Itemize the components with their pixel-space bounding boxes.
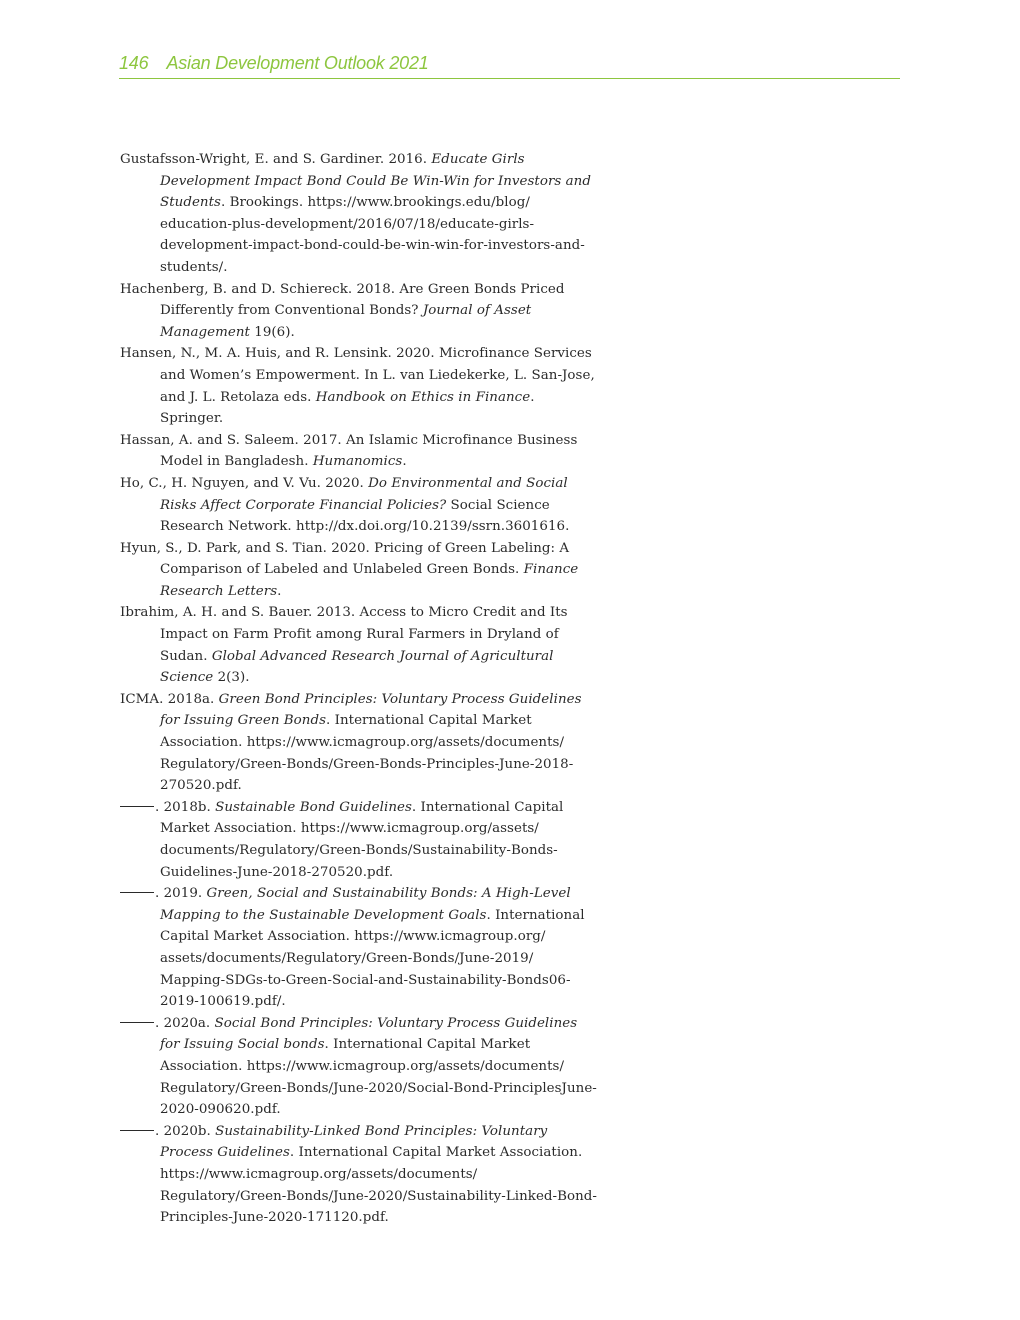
reference-list xyxy=(120,149,598,1229)
reference-entry: Ho, C., H. Nguyen, and V. Vu. 2020. Do Environmental and Social Risks Affect Corporate Financial Policies? Social Science Research Network. http://dx.doi.org/10.2139/ssrn.3601616. xyxy=(120,475,570,535)
reference-entry: Hachenberg, B. and D. Schiereck. 2018. Are Green Bonds Priced Differently from Conventional Bonds? Journal of Asset Management 19(6). xyxy=(120,281,565,340)
repeat-author-dash xyxy=(120,1022,154,1023)
reference-entry: . 2018b. Sustainable Bond Guidelines. International Capital Market Association. https://www.icmagroup.org/assets/ documents/Regulatory/Green-Bonds/Sustainability-Bonds-Guidelines-June-2018-270520.pdf. xyxy=(120,797,598,883)
repeat-author-dash xyxy=(120,1130,154,1131)
reference-entry: Gustafsson-Wright, E. and S. Gardiner. 2016. Educate Girls Development Impact Bond Could Be Win-Win for Investors and Students. Brookings. https://www.brookings.edu/blog/ education-plus-development/2016/07/18/educate-girls-development-impact-bond-could-be-win-win-for-investors-and-students/. xyxy=(120,152,591,275)
reference-entry: . 2020b. Sustainability-Linked Bond Principles: Voluntary Process Guidelines. International Capital Market Association. https://www.icmagroup.org/assets/documents/ Regulatory/Green-Bonds/June-2020/Sustainability-Linked-Bond-Principles-June-2020-171120.pdf. xyxy=(120,1121,598,1229)
reference-entry: Hansen, N., M. A. Huis, and R. Lensink. 2020. Microfinance Services and Women’s Empowerment. In L. van Liedekerke, L. San-Jose, and J. L. Retolaza eds. Handbook on Ethics in Finance. Springer. xyxy=(120,346,595,427)
reference-entry: . 2019. Green, Social and Sustainability Bonds: A High-Level Mapping to the Sustainable Development Goals. International Capital Market Association. https://www.icmagroup.org/ assets/documents/Regulatory/Green-Bonds/June-2019/ Mapping-SDGs-to-Green-Social-and-Sustainability-Bonds06-2019-100619.pdf/. xyxy=(120,883,598,1013)
reference-entry: Hassan, A. and S. Saleem. 2017. An Islamic Microfinance Business Model in Bangladesh. Humanomics. xyxy=(120,432,578,470)
reference-entry: Ibrahim, A. H. and S. Bauer. 2013. Access to Micro Credit and Its Impact on Farm Profit among Rural Farmers in Dryland of Sudan. Global Advanced Research Journal of Agricultural Science 2(3). xyxy=(120,605,568,686)
reference-entry: Hyun, S., D. Park, and S. Tian. 2020. Pricing of Green Labeling: A Comparison of Labeled and Unlabeled Green Bonds. Finance Research Letters. xyxy=(120,540,579,599)
repeat-author-dash xyxy=(120,892,154,893)
reference-entry: . 2020a. Social Bond Principles: Voluntary Process Guidelines for Issuing Social bonds. International Capital Market Association. https://www.icmagroup.org/assets/documents/ Regulatory/Green-Bonds/June-2020/Social-Bond-PrinciplesJune-2020-090620.pdf. xyxy=(120,1013,598,1121)
reference-entry: ICMA. 2018a. Green Bond Principles: Voluntary Process Guidelines for Issuing Green Bonds. International Capital Market Association. https://www.icmagroup.org/assets/documents/ Regulatory/Green-Bonds/Green-Bonds-Principles-June-2018-270520.pdf. xyxy=(120,691,582,794)
repeat-author-dash xyxy=(120,806,154,807)
publication-title: Asian Development Outlook 2021 xyxy=(166,53,429,73)
page-number: 146 xyxy=(119,53,149,73)
running-header xyxy=(119,50,900,79)
